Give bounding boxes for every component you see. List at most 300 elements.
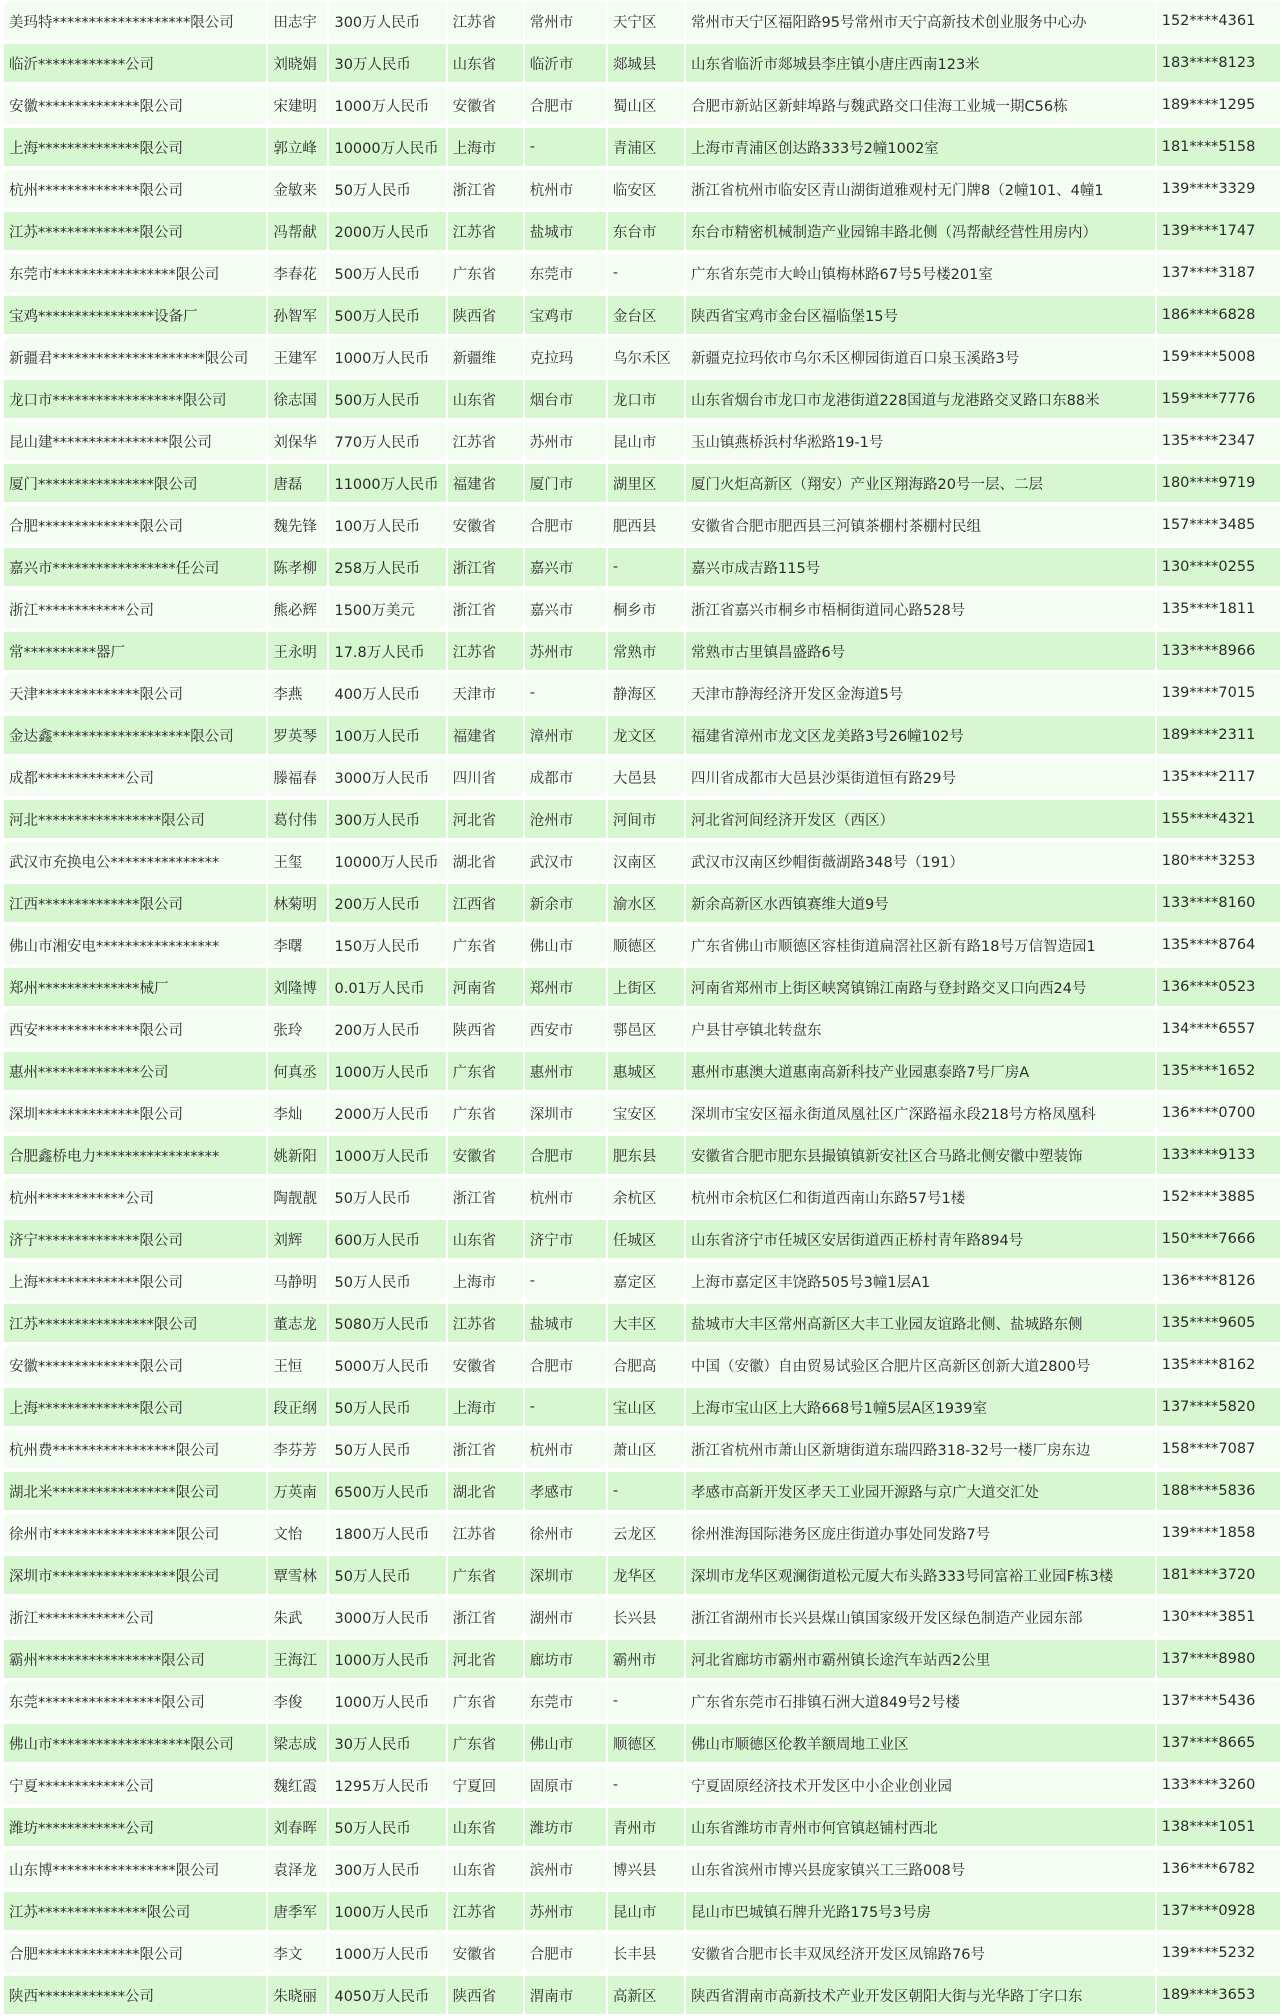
company-table [2, 0, 1282, 2016]
phone-cell: 135****9605 [1157, 1302, 1280, 1344]
address-cell: 孝感市高新开发区孝天工业园开源路与京广大道交汇处 [686, 1470, 1155, 1512]
province-cell: 福建省 [448, 714, 523, 756]
company-name-cell: 昆山建****************限公司 [4, 420, 266, 462]
address-cell: 嘉兴市成吉路115号 [686, 546, 1155, 588]
address-cell: 安徽省合肥市肥西县三河镇茶棚村茶棚村民组 [686, 504, 1155, 546]
phone-cell: 139****1858 [1157, 1512, 1280, 1554]
legal-rep-cell: 唐季军 [268, 1890, 327, 1932]
address-cell: 山东省滨州市博兴县庞家镇兴工三路008号 [686, 1848, 1155, 1890]
district-cell: 龙华区 [608, 1554, 684, 1596]
address-cell: 安徽省合肥市长丰双凤经济开发区凤锦路76号 [686, 1932, 1155, 1974]
district-cell: - [608, 1764, 684, 1806]
registered-capital-cell: 770万人民币 [329, 420, 445, 462]
address-cell: 常熟市古里镇昌盛路6号 [686, 630, 1155, 672]
table-row [4, 210, 1280, 252]
address-cell: 宁夏固原经济技术开发区中小企业创业园 [686, 1764, 1155, 1806]
city-cell: - [525, 672, 606, 714]
registered-capital-cell: 17.8万人民币 [329, 630, 445, 672]
city-cell: 烟台市 [525, 378, 606, 420]
district-cell: - [608, 252, 684, 294]
province-cell: 湖北省 [448, 1470, 523, 1512]
province-cell: 上海市 [448, 1260, 523, 1302]
legal-rep-cell: 熊必辉 [268, 588, 327, 630]
table-row [4, 1428, 1280, 1470]
district-cell: 嘉定区 [608, 1260, 684, 1302]
phone-cell: 138****1051 [1157, 1806, 1280, 1848]
city-cell: 湖州市 [525, 1596, 606, 1638]
phone-cell: 157****3485 [1157, 504, 1280, 546]
province-cell: 江苏省 [448, 0, 523, 42]
table-row [4, 1932, 1280, 1974]
company-name-cell: 江苏***************限公司 [4, 1890, 266, 1932]
city-cell: 合肥市 [525, 504, 606, 546]
table-row [4, 882, 1280, 924]
registered-capital-cell: 300万人民币 [329, 798, 445, 840]
company-name-cell: 杭州费*****************限公司 [4, 1428, 266, 1470]
district-cell: 静海区 [608, 672, 684, 714]
city-cell: 杭州市 [525, 1428, 606, 1470]
phone-cell: 139****3329 [1157, 168, 1280, 210]
legal-rep-cell: 李芬芳 [268, 1428, 327, 1470]
phone-cell: 139****1747 [1157, 210, 1280, 252]
registered-capital-cell: 1295万人民币 [329, 1764, 445, 1806]
city-cell: 合肥市 [525, 1344, 606, 1386]
city-cell: 杭州市 [525, 168, 606, 210]
city-cell: 深圳市 [525, 1554, 606, 1596]
table-row [4, 1218, 1280, 1260]
registered-capital-cell: 1000万人民币 [329, 1680, 445, 1722]
district-cell: - [608, 1680, 684, 1722]
registered-capital-cell: 600万人民币 [329, 1218, 445, 1260]
company-name-cell: 潍坊************公司 [4, 1806, 266, 1848]
address-cell: 山东省潍坊市青州市何官镇赵铺村西北 [686, 1806, 1155, 1848]
district-cell: 鄠邑区 [608, 1008, 684, 1050]
address-cell: 户县甘亭镇北转盘东 [686, 1008, 1155, 1050]
phone-cell: 135****2117 [1157, 756, 1280, 798]
legal-rep-cell: 梁志成 [268, 1722, 327, 1764]
table-row [4, 420, 1280, 462]
province-cell: 广东省 [448, 924, 523, 966]
province-cell: 江苏省 [448, 1512, 523, 1554]
city-cell: 惠州市 [525, 1050, 606, 1092]
phone-cell: 152****3885 [1157, 1176, 1280, 1218]
legal-rep-cell: 冯帮献 [268, 210, 327, 252]
province-cell: 浙江省 [448, 168, 523, 210]
address-cell: 常州市天宁区福阳路95号常州市天宁高新技术创业服务中心办 [686, 0, 1155, 42]
table-row [4, 630, 1280, 672]
legal-rep-cell: 陶靓靓 [268, 1176, 327, 1218]
legal-rep-cell: 李文 [268, 1932, 327, 1974]
phone-cell: 134****6557 [1157, 1008, 1280, 1050]
table-row [4, 1470, 1280, 1512]
registered-capital-cell: 50万人民币 [329, 1806, 445, 1848]
legal-rep-cell: 罗英琴 [268, 714, 327, 756]
province-cell: 广东省 [448, 1554, 523, 1596]
city-cell: 东莞市 [525, 252, 606, 294]
province-cell: 浙江省 [448, 588, 523, 630]
district-cell: 蜀山区 [608, 84, 684, 126]
table-row [4, 588, 1280, 630]
legal-rep-cell: 王海江 [268, 1638, 327, 1680]
province-cell: 安徽省 [448, 1932, 523, 1974]
address-cell: 厦门火炬高新区（翔安）产业区翔海路20号一层、二层 [686, 462, 1155, 504]
company-name-cell: 安徽**************限公司 [4, 1344, 266, 1386]
city-cell: 佛山市 [525, 1722, 606, 1764]
province-cell: 河北省 [448, 1638, 523, 1680]
company-name-cell: 佛山市湘安电***************** [4, 924, 266, 966]
company-name-cell: 杭州************公司 [4, 1176, 266, 1218]
company-table-body [4, 0, 1280, 2016]
registered-capital-cell: 1000万人民币 [329, 336, 445, 378]
registered-capital-cell: 50万人民币 [329, 1428, 445, 1470]
table-row [4, 840, 1280, 882]
address-cell: 广东省东莞市石排镇石洲大道849号2号楼 [686, 1680, 1155, 1722]
legal-rep-cell: 郭立峰 [268, 126, 327, 168]
phone-cell: 135****8764 [1157, 924, 1280, 966]
table-row [4, 42, 1280, 84]
district-cell: 肥西县 [608, 504, 684, 546]
district-cell: 长丰县 [608, 1932, 684, 1974]
phone-cell: 189****1295 [1157, 84, 1280, 126]
registered-capital-cell: 3000万人民币 [329, 756, 445, 798]
province-cell: 江苏省 [448, 1890, 523, 1932]
city-cell: 漳州市 [525, 714, 606, 756]
legal-rep-cell: 文怡 [268, 1512, 327, 1554]
table-row [4, 1722, 1280, 1764]
address-cell: 广东省东莞市大岭山镇梅林路67号5号楼201室 [686, 252, 1155, 294]
district-cell: 任城区 [608, 1218, 684, 1260]
province-cell: 山东省 [448, 1218, 523, 1260]
phone-cell: 136****6782 [1157, 1848, 1280, 1890]
registered-capital-cell: 1000万人民币 [329, 1890, 445, 1932]
table-row [4, 546, 1280, 588]
province-cell: 浙江省 [448, 1176, 523, 1218]
registered-capital-cell: 500万人民币 [329, 378, 445, 420]
address-cell: 浙江省湖州市长兴县煤山镇国家级开发区绿色制造产业园东部 [686, 1596, 1155, 1638]
table-row [4, 924, 1280, 966]
company-name-cell: 上海**************限公司 [4, 1386, 266, 1428]
company-name-cell: 济宁**************限公司 [4, 1218, 266, 1260]
table-row [4, 1890, 1280, 1932]
legal-rep-cell: 孙智军 [268, 294, 327, 336]
legal-rep-cell: 袁泽龙 [268, 1848, 327, 1890]
province-cell: 山东省 [448, 378, 523, 420]
company-name-cell: 杭州**************限公司 [4, 168, 266, 210]
city-cell: 潍坊市 [525, 1806, 606, 1848]
table-row [4, 1974, 1280, 2016]
legal-rep-cell: 刘晓娟 [268, 42, 327, 84]
registered-capital-cell: 258万人民币 [329, 546, 445, 588]
registered-capital-cell: 200万人民币 [329, 1008, 445, 1050]
province-cell: 广东省 [448, 252, 523, 294]
registered-capital-cell: 6500万人民币 [329, 1470, 445, 1512]
phone-cell: 159****7776 [1157, 378, 1280, 420]
table-row [4, 714, 1280, 756]
city-cell: 深圳市 [525, 1092, 606, 1134]
address-cell: 陕西省宝鸡市金台区福临堡15号 [686, 294, 1155, 336]
phone-cell: 136****8126 [1157, 1260, 1280, 1302]
registered-capital-cell: 50万人民币 [329, 1554, 445, 1596]
district-cell: 渝水区 [608, 882, 684, 924]
table-row [4, 462, 1280, 504]
city-cell: 盐城市 [525, 1302, 606, 1344]
phone-cell: 139****5232 [1157, 1932, 1280, 1974]
district-cell: 青浦区 [608, 126, 684, 168]
district-cell: 高新区 [608, 1974, 684, 2016]
district-cell: 长兴县 [608, 1596, 684, 1638]
district-cell: 顺德区 [608, 1722, 684, 1764]
phone-cell: 139****7015 [1157, 672, 1280, 714]
table-row [4, 798, 1280, 840]
table-row [4, 1092, 1280, 1134]
registered-capital-cell: 1000万人民币 [329, 1932, 445, 1974]
district-cell: 龙文区 [608, 714, 684, 756]
company-name-cell: 湖北米*****************限公司 [4, 1470, 266, 1512]
company-name-cell: 深圳**************限公司 [4, 1092, 266, 1134]
table-row [4, 1176, 1280, 1218]
table-row [4, 294, 1280, 336]
phone-cell: 137****3187 [1157, 252, 1280, 294]
registered-capital-cell: 10000万人民币 [329, 126, 445, 168]
district-cell: 乌尔禾区 [608, 336, 684, 378]
table-row [4, 1260, 1280, 1302]
registered-capital-cell: 1000万人民币 [329, 84, 445, 126]
phone-cell: 130****3851 [1157, 1596, 1280, 1638]
address-cell: 山东省济宁市任城区安居街道西正桥村青年路894号 [686, 1218, 1155, 1260]
district-cell: 昆山市 [608, 420, 684, 462]
registered-capital-cell: 2000万人民币 [329, 1092, 445, 1134]
province-cell: 江苏省 [448, 630, 523, 672]
province-cell: 江苏省 [448, 420, 523, 462]
company-name-cell: 浙江************公司 [4, 1596, 266, 1638]
legal-rep-cell: 唐磊 [268, 462, 327, 504]
phone-cell: 180****3253 [1157, 840, 1280, 882]
company-name-cell: 河北*****************限公司 [4, 798, 266, 840]
company-name-cell: 陕西************公司 [4, 1974, 266, 2016]
address-cell: 山东省烟台市龙口市龙港街道228国道与龙港路交叉路口东88米 [686, 378, 1155, 420]
district-cell: 河间市 [608, 798, 684, 840]
company-name-cell: 江苏**************限公司 [4, 210, 266, 252]
table-row [4, 504, 1280, 546]
phone-cell: 188****5836 [1157, 1470, 1280, 1512]
province-cell: 广东省 [448, 1722, 523, 1764]
district-cell: 惠城区 [608, 1050, 684, 1092]
address-cell: 盐城市大丰区常州高新区大丰工业园友谊路北侧、盐城路东侧 [686, 1302, 1155, 1344]
registered-capital-cell: 5000万人民币 [329, 1344, 445, 1386]
province-cell: 山东省 [448, 42, 523, 84]
phone-cell: 137****5436 [1157, 1680, 1280, 1722]
legal-rep-cell: 葛付伟 [268, 798, 327, 840]
city-cell: 成都市 [525, 756, 606, 798]
table-row [4, 168, 1280, 210]
legal-rep-cell: 刘辉 [268, 1218, 327, 1260]
registered-capital-cell: 10000万人民币 [329, 840, 445, 882]
registered-capital-cell: 150万人民币 [329, 924, 445, 966]
company-name-cell: 龙口市******************限公司 [4, 378, 266, 420]
company-name-cell: 宝鸡****************设备厂 [4, 294, 266, 336]
province-cell: 宁夏回 [448, 1764, 523, 1806]
phone-cell: 133****8966 [1157, 630, 1280, 672]
table-row [4, 1386, 1280, 1428]
phone-cell: 137****8665 [1157, 1722, 1280, 1764]
city-cell: 新余市 [525, 882, 606, 924]
city-cell: 厦门市 [525, 462, 606, 504]
legal-rep-cell: 段正纲 [268, 1386, 327, 1428]
district-cell: 宝山区 [608, 1386, 684, 1428]
company-name-cell: 宁夏************公司 [4, 1764, 266, 1806]
company-name-cell: 山东博*****************限公司 [4, 1848, 266, 1890]
province-cell: 安徽省 [448, 1344, 523, 1386]
address-cell: 深圳市龙华区观澜街道松元厦大布头路333号同富裕工业园F栋3楼 [686, 1554, 1155, 1596]
city-cell: 固原市 [525, 1764, 606, 1806]
table-row [4, 756, 1280, 798]
city-cell: 合肥市 [525, 84, 606, 126]
district-cell: 龙口市 [608, 378, 684, 420]
company-name-cell: 江西**************限公司 [4, 882, 266, 924]
province-cell: 广东省 [448, 1092, 523, 1134]
district-cell: 郯城县 [608, 42, 684, 84]
district-cell: 顺德区 [608, 924, 684, 966]
address-cell: 徐州淮海国际港务区庞庄街道办事处同发路7号 [686, 1512, 1155, 1554]
legal-rep-cell: 李春花 [268, 252, 327, 294]
address-cell: 合肥市新站区新蚌埠路与魏武路交口佳海工业城一期C56栋 [686, 84, 1155, 126]
table-row [4, 1596, 1280, 1638]
province-cell: 天津市 [448, 672, 523, 714]
legal-rep-cell: 田志宇 [268, 0, 327, 42]
company-name-cell: 徐州市*****************限公司 [4, 1512, 266, 1554]
legal-rep-cell: 覃雪林 [268, 1554, 327, 1596]
legal-rep-cell: 刘春晖 [268, 1806, 327, 1848]
legal-rep-cell: 滕福春 [268, 756, 327, 798]
province-cell: 安徽省 [448, 84, 523, 126]
company-name-cell: 常**********器厂 [4, 630, 266, 672]
district-cell: 汉南区 [608, 840, 684, 882]
company-name-cell: 郑州**************械厂 [4, 966, 266, 1008]
address-cell: 东台市精密机械制造产业园锦丰路北侧（冯帮献经营性用房内） [686, 210, 1155, 252]
address-cell: 武汉市汉南区纱帽街薇湖路348号（191） [686, 840, 1155, 882]
registered-capital-cell: 50万人民币 [329, 1176, 445, 1218]
legal-rep-cell: 姚新阳 [268, 1134, 327, 1176]
province-cell: 浙江省 [448, 1596, 523, 1638]
registered-capital-cell: 1000万人民币 [329, 1050, 445, 1092]
registered-capital-cell: 50万人民币 [329, 168, 445, 210]
company-name-cell: 嘉兴市*****************任公司 [4, 546, 266, 588]
registered-capital-cell: 50万人民币 [329, 1260, 445, 1302]
phone-cell: 133****3260 [1157, 1764, 1280, 1806]
city-cell: 孝感市 [525, 1470, 606, 1512]
district-cell: 金台区 [608, 294, 684, 336]
province-cell: 山东省 [448, 1848, 523, 1890]
registered-capital-cell: 200万人民币 [329, 882, 445, 924]
district-cell: - [608, 546, 684, 588]
phone-cell: 133****8160 [1157, 882, 1280, 924]
province-cell: 广东省 [448, 1050, 523, 1092]
legal-rep-cell: 宋建明 [268, 84, 327, 126]
table-row [4, 1806, 1280, 1848]
table-row [4, 1302, 1280, 1344]
registered-capital-cell: 1800万人民币 [329, 1512, 445, 1554]
district-cell: 桐乡市 [608, 588, 684, 630]
legal-rep-cell: 何真丞 [268, 1050, 327, 1092]
company-name-cell: 新疆君*********************限公司 [4, 336, 266, 378]
province-cell: 江苏省 [448, 210, 523, 252]
district-cell: 宝安区 [608, 1092, 684, 1134]
district-cell: 昆山市 [608, 1890, 684, 1932]
legal-rep-cell: 万英南 [268, 1470, 327, 1512]
address-cell: 陕西省渭南市高新技术产业开发区朝阳大街与光华路丁字口东 [686, 1974, 1155, 2016]
company-name-cell: 东莞*****************限公司 [4, 1680, 266, 1722]
registered-capital-cell: 300万人民币 [329, 1848, 445, 1890]
province-cell: 安徽省 [448, 1134, 523, 1176]
phone-cell: 181****5158 [1157, 126, 1280, 168]
company-name-cell: 临沂************公司 [4, 42, 266, 84]
city-cell: 苏州市 [525, 630, 606, 672]
table-row [4, 0, 1280, 42]
table-row [4, 672, 1280, 714]
province-cell: 江苏省 [448, 1302, 523, 1344]
phone-cell: 181****3720 [1157, 1554, 1280, 1596]
phone-cell: 135****8162 [1157, 1344, 1280, 1386]
city-cell: - [525, 1386, 606, 1428]
table-row [4, 126, 1280, 168]
district-cell: 东台市 [608, 210, 684, 252]
district-cell: 大邑县 [608, 756, 684, 798]
legal-rep-cell: 徐志国 [268, 378, 327, 420]
legal-rep-cell: 林菊明 [268, 882, 327, 924]
table-row [4, 1008, 1280, 1050]
table-row [4, 1764, 1280, 1806]
city-cell: 佛山市 [525, 924, 606, 966]
legal-rep-cell: 李燕 [268, 672, 327, 714]
legal-rep-cell: 魏红霞 [268, 1764, 327, 1806]
address-cell: 河南省郑州市上街区峡窝镇锦江南路与登封路交叉口向西24号 [686, 966, 1155, 1008]
district-cell: 上街区 [608, 966, 684, 1008]
address-cell: 上海市嘉定区丰饶路505号3幢1层A1 [686, 1260, 1155, 1302]
phone-cell: 155****4321 [1157, 798, 1280, 840]
city-cell: 常州市 [525, 0, 606, 42]
district-cell: 霸州市 [608, 1638, 684, 1680]
district-cell: 合肥高 [608, 1344, 684, 1386]
registered-capital-cell: 11000万人民币 [329, 462, 445, 504]
company-name-cell: 金达鑫*******************限公司 [4, 714, 266, 756]
phone-cell: 180****9719 [1157, 462, 1280, 504]
address-cell: 上海市青浦区创达路333号2幢1002室 [686, 126, 1155, 168]
city-cell: 合肥市 [525, 1134, 606, 1176]
company-name-cell: 合肥**************限公司 [4, 1932, 266, 1974]
registered-capital-cell: 500万人民币 [329, 252, 445, 294]
district-cell: 云龙区 [608, 1512, 684, 1554]
province-cell: 新疆维 [448, 336, 523, 378]
city-cell: - [525, 1260, 606, 1302]
company-name-cell: 合肥**************限公司 [4, 504, 266, 546]
legal-rep-cell: 陈孝柳 [268, 546, 327, 588]
legal-rep-cell: 魏先锋 [268, 504, 327, 546]
address-cell: 四川省成都市大邑县沙渠街道恒有路29号 [686, 756, 1155, 798]
company-name-cell: 西安**************限公司 [4, 1008, 266, 1050]
city-cell: 宝鸡市 [525, 294, 606, 336]
city-cell: 郑州市 [525, 966, 606, 1008]
address-cell: 浙江省杭州市萧山区新塘街道东瑞四路318-32号一楼厂房东边 [686, 1428, 1155, 1470]
company-name-cell: 江苏****************限公司 [4, 1302, 266, 1344]
address-cell: 福建省漳州市龙文区龙美路3号26幢102号 [686, 714, 1155, 756]
address-cell: 广东省佛山市顺德区容桂街道扁滘社区新有路18号万信智造园1 [686, 924, 1155, 966]
address-cell: 新疆克拉玛依市乌尔禾区柳园街道百口泉玉溪路3号 [686, 336, 1155, 378]
province-cell: 福建省 [448, 462, 523, 504]
address-cell: 杭州市余杭区仁和街道西南山东路57号1楼 [686, 1176, 1155, 1218]
registered-capital-cell: 0.01万人民币 [329, 966, 445, 1008]
address-cell: 惠州市惠澳大道惠南高新科技产业园惠泰路7号厂房A [686, 1050, 1155, 1092]
phone-cell: 189****3653 [1157, 1974, 1280, 2016]
